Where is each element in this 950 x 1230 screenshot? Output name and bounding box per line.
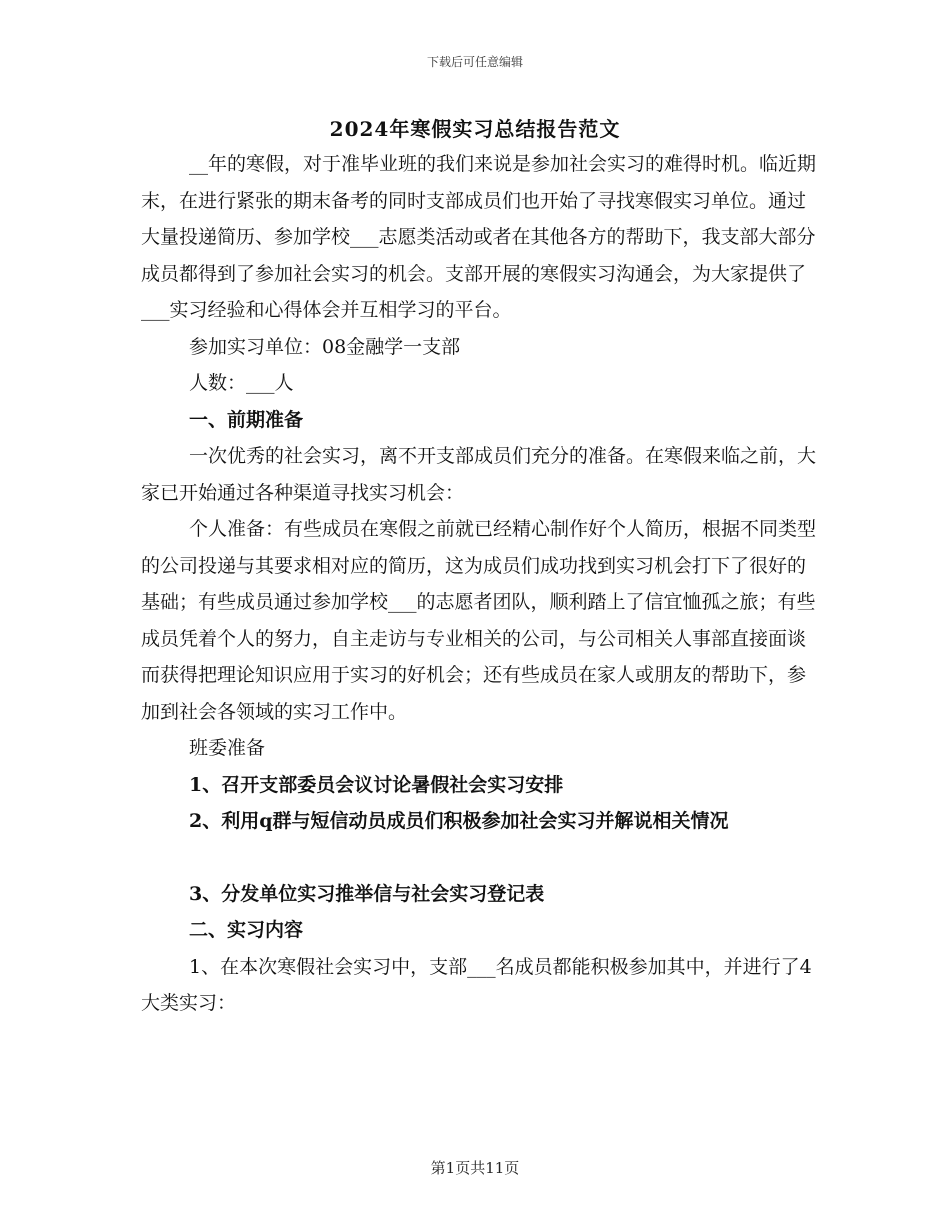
list-item-2: 2、利用q群与短信动员成员们积极参加社会实习并解说相关情况 (189, 810, 729, 832)
paragraph-unit: 参加实习单位：08金融学一支部 (189, 335, 461, 358)
paragraph-count: 人数：___人 (189, 372, 294, 394)
paragraph-prep-intro: 一次优秀的社会实习，离不开支部成员们充分的准备。在寒假来临之前，大家已开始通过各种渠道寻找实习机会： (141, 445, 817, 504)
paragraph-content-1: 1、在本次寒假社会实习中，支部___名成员都能积极参加其中，并进行了4大类实习： (141, 955, 812, 1014)
header-note: 下载后可任意编辑 (426, 55, 523, 69)
document-title: 2024年寒假实习总结报告范文 (329, 117, 621, 141)
list-item-3: 3、分发单位实习推举信与社会实习登记表 (189, 882, 545, 905)
blank-line (141, 840, 821, 876)
document-body (141, 146, 821, 1022)
section-heading-preparation: 一、前期准备 (189, 408, 304, 431)
paragraph-intro: __年的寒假，对于准毕业班的我们来说是参加社会实习的难得时机。临近期末，在进行紧张的期末备考的同时支部成员们也开始了寻找寒假实习单位。通过大量投递简历、参加学校___志愿类活动或者在其他各方的帮助下，我支部大部分成员都得到了参加社会实习的机会。支部开展的寒假实习沟通会，为大家提供了___实习经验和心得体会并互相学习的平台。 (141, 153, 817, 321)
paragraph-class-prep: 班委准备 (189, 737, 266, 759)
page-footer: 第1页共11页 (430, 1159, 520, 1177)
list-item-1: 1、召开支部委员会议讨论暑假社会实习安排 (189, 773, 564, 796)
section-heading-content: 二、实习内容 (189, 919, 304, 941)
paragraph-personal-prep: 个人准备：有些成员在寒假之前就已经精心制作好个人简历，根据不同类型的公司投递与其要求相对应的简历，这为成员们成功找到实习机会打下了很好的基础；有些成员通过参加学校___的志愿者团队，顺利踏上了信宜恤孤之旅；有些成员凭着个人的努力，自主走访与专业相关的公司，与公司相关人事部直接面谈而获得把理论知识应用于实习的好机会；还有些成员在家人或朋友的帮助下，参加到社会各领域的实习工作中。 (141, 518, 817, 723)
